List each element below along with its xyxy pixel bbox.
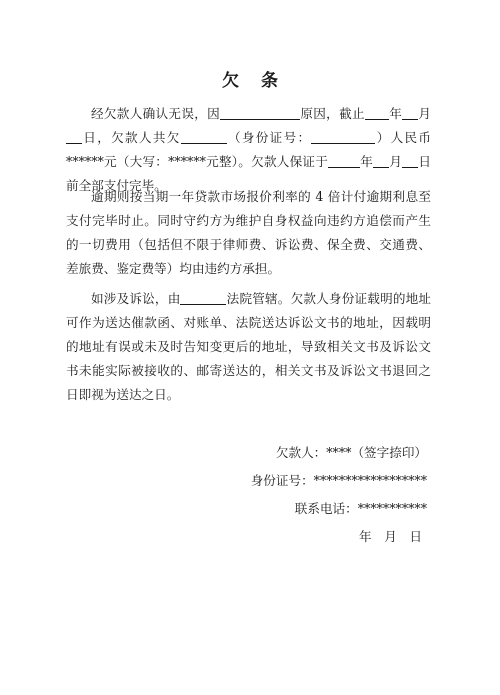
text-segment: 经欠款人确认无误，因 xyxy=(91,106,221,121)
text-segment: 月 xyxy=(418,106,432,121)
blank-due-year xyxy=(328,153,360,168)
text-segment: 如涉及诉讼，由 xyxy=(91,291,181,306)
paragraph-litigation xyxy=(66,287,431,407)
blank-due-day xyxy=(402,153,418,168)
signature-phone: 联系电话：*********** xyxy=(294,501,427,516)
signature-id-number: 身份证号：****************** xyxy=(250,473,427,488)
text-segment: （身份证号： xyxy=(226,130,312,145)
text-segment: 月 xyxy=(389,154,403,169)
blank-day xyxy=(66,129,82,144)
blank-month xyxy=(402,105,418,120)
text-segment: 年 xyxy=(360,154,374,169)
paragraph-overdue-interest: 逾期则按当期一年贷款市场报价利率的 4 倍计付逾期利息至支付完毕时止。同时守约方为维护自身权益向违约方追偿而产生的一切费用（包括但不限于律师费、诉讼费、保全费、交通费、差旅费、鉴定费等）均由违约方承担。 xyxy=(66,189,431,276)
blank-year xyxy=(365,105,389,120)
text-segment: 原因，截止 xyxy=(300,106,365,121)
signature-date: 年 月 日 xyxy=(359,529,422,544)
blank-reason xyxy=(220,105,300,120)
text-segment: ）人民币******元（大写：******元整）。欠款人保证于 xyxy=(66,130,432,169)
text-segment: 日，欠款人共欠 xyxy=(82,130,181,145)
blank-id-number xyxy=(311,129,375,144)
signature-debtor: 欠款人：****（签字捺印） xyxy=(275,445,427,460)
text-segment: 日前全部支付完毕。 xyxy=(66,154,432,193)
blank-court xyxy=(180,290,226,305)
text-segment: 法院管辖。欠款人身份证载明的地址可作为送达催款函、对账单、法院送达诉讼文书的地址，因载明的地址有误或未及时告知变更后的地址，导致相关文书及诉讼文书未能实际被接收的、邮寄送达的，相关文书及诉讼文书退回之日即视为送达之日。 xyxy=(66,291,432,402)
document-title: 欠 条 xyxy=(222,71,286,91)
blank-debtor-name xyxy=(181,129,227,144)
blank-due-month xyxy=(373,153,389,168)
paragraph-debt-details xyxy=(66,102,431,198)
text-segment: 年 xyxy=(388,106,403,121)
